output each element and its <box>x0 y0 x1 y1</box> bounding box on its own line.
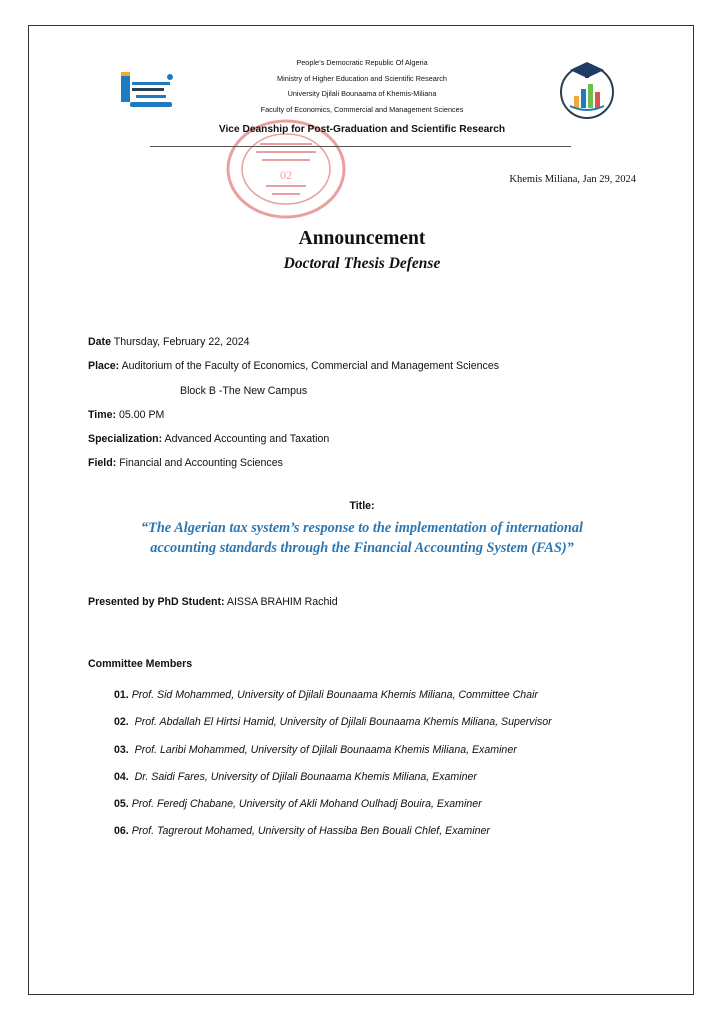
member-number: 03. <box>114 743 129 756</box>
committee-member <box>114 791 552 818</box>
announcement-title-block <box>150 226 574 274</box>
document-date: Khemis Miliana, Jan 29, 2024 <box>509 174 636 185</box>
header-line: Faculty of Economics, Commercial and Management Sciences <box>260 104 464 114</box>
member-details: Dr. Saidi Fares, University of Djilali Bounaama Khemis Miliana, Examiner <box>134 770 477 783</box>
page-subtitle: Doctoral Thesis Defense <box>283 255 441 272</box>
committee-list <box>114 682 552 846</box>
place-label: Place: <box>88 360 120 373</box>
place-value-2: Block B -The New Campus <box>180 384 308 397</box>
member-details: Prof. Sid Mohammed, University of Djilali Bounaama Khemis Miliana, Committee Chair <box>131 689 538 701</box>
committee-heading: Committee Members <box>88 658 193 670</box>
institution-header <box>150 55 574 117</box>
page-title: Announcement <box>298 228 426 249</box>
member-number: 06. <box>114 825 129 838</box>
presented-by <box>88 596 338 608</box>
header-line: University Djilali Bounaama of Khemis-Miliana <box>287 89 437 98</box>
member-number: 01. <box>114 689 129 701</box>
member-number: 05. <box>114 798 129 811</box>
student-name: AISSA BRAHIM Rachid <box>226 596 338 608</box>
date-row <box>88 330 499 354</box>
specialization-value: Advanced Accounting and Taxation <box>164 433 330 446</box>
member-number: 02. <box>114 716 129 729</box>
place-value: Auditorium of the Faculty of Economics, Commercial and Management Sciences <box>121 360 500 373</box>
field-value: Financial and Accounting Sciences <box>119 457 283 470</box>
committee-member <box>114 709 552 736</box>
specialization-label: Specialization: <box>88 433 163 446</box>
header-line: People’s Democratic Republic Of Algeria <box>296 58 428 67</box>
presented-label: Presented by PhD Student: <box>88 596 225 608</box>
time-row <box>88 403 499 427</box>
committee-member <box>114 818 552 845</box>
date-label: Date <box>88 336 111 348</box>
field-label: Field: <box>88 457 117 470</box>
time-label: Time: <box>88 408 117 421</box>
thesis-title-label: Title: <box>349 500 375 512</box>
member-details: Prof. Feredj Chabane, University of Akli Mohand Oulhadj Bouira, Examiner <box>131 798 482 811</box>
member-details: Prof. Abdallah El Hirtsi Hamid, University of Djilali Bounaama Khemis Miliana, Supervisor <box>134 716 552 729</box>
committee-member <box>114 764 552 791</box>
header-divider <box>150 146 571 147</box>
date-value: Thursday, February 22, 2024 <box>113 336 250 348</box>
place-row <box>88 354 499 378</box>
committee-member <box>114 682 552 709</box>
member-details: Prof. Laribi Mohammed, University of Djilali Bounaama Khemis Miliana, Examiner <box>134 743 517 756</box>
header-line: Ministry of Higher Education and Scientific Research <box>277 73 447 83</box>
member-number: 04. <box>114 770 129 783</box>
stamp-number: 02 <box>280 168 292 182</box>
thesis-title-line-1: “The Algerian tax system’s response to the implementation of international <box>140 520 584 536</box>
thesis-title <box>88 518 636 558</box>
thesis-title-line-2: accounting standards through the Financial Accounting System (FAS)” <box>150 540 574 556</box>
field-row <box>88 451 499 475</box>
member-details: Prof. Tagrerout Mohamed, University of Hassiba Ben Bouali Chlef, Examiner <box>131 825 490 838</box>
specialization-row <box>88 427 499 451</box>
time-value: 05.00 PM <box>119 408 165 421</box>
vice-deanship-heading: Vice Deanship for Post-Graduation and Scientific Research <box>218 124 506 135</box>
committee-member <box>114 737 552 764</box>
place-row-2 <box>88 379 499 403</box>
defense-details <box>88 330 499 476</box>
